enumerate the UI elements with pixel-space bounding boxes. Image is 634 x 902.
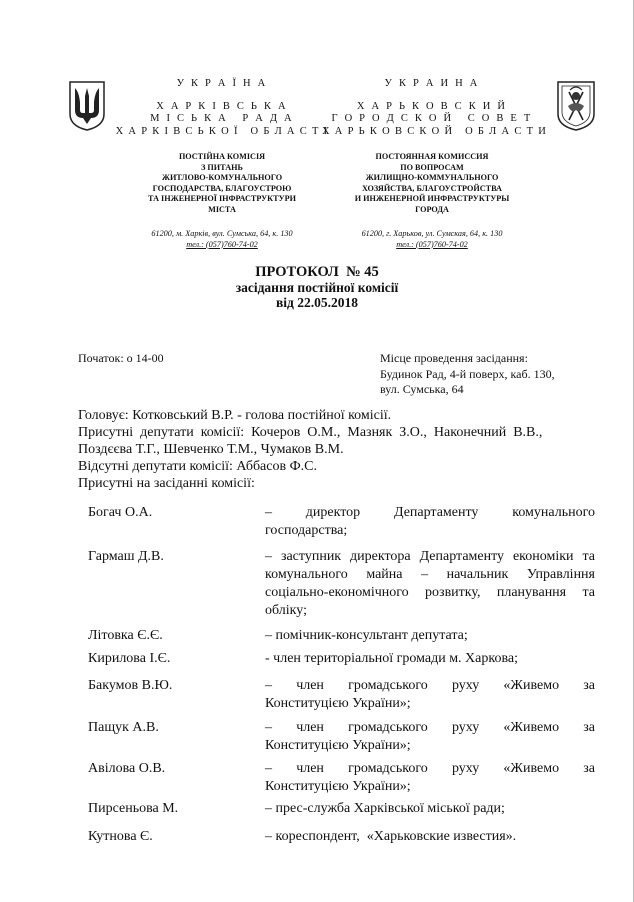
- header-ru-commission-line: И ИНЖЕНЕРНОЙ ИНФРАСТРУКТУРЫ: [354, 194, 510, 203]
- header-ru-council-line3: Х А Р Ь К О В С К О Й О Б Л А С Т И: [322, 125, 548, 137]
- participant-name: Кирилова І.Є.: [88, 651, 171, 666]
- participant-name: Пащук А.В.: [88, 720, 159, 735]
- header-ua-council-line2: М І С Ь К А Р А Д А: [150, 113, 294, 124]
- kharkiv-coat-of-arms-icon: [556, 80, 596, 132]
- participant-role: – член громадського руху «Живемо за Конституцією України»;: [265, 761, 599, 794]
- participant-name: Гармаш Д.В.: [88, 549, 164, 564]
- participant-role: – член громадського руху «Живемо за Конституцією України»;: [265, 678, 599, 711]
- present-members-line2: Поздєєва Т.Г., Шевченко Т.М., Чумаков В.М.: [78, 442, 344, 457]
- attendance: [78, 407, 598, 492]
- participant-role: – прес-служба Харківської міської ради;: [265, 801, 505, 816]
- venue-line: Будинок Рад, 4-й поверх, каб. 130,: [380, 366, 555, 381]
- participant-role: – кореспондент, «Харьковские известия».: [265, 829, 517, 844]
- header-ua-commission-line: З ПИТАНЬ: [201, 162, 243, 172]
- venue-line: вул. Сумська, 64: [380, 382, 464, 396]
- header-ru: [322, 78, 548, 138]
- participant-role: – заступник директора Департаменту економіки та комунального майна – начальник Управління соціально-економічного розвитку, планування та обліку;: [265, 549, 595, 618]
- header-ua-country: У К Р А Ї Н А: [176, 78, 268, 89]
- header-ua-commission-line: МІСТА: [208, 204, 236, 214]
- header-ua-commission-line: ТА ІНЖЕНЕРНОЇ ІНФРАСТРУКТУРИ: [148, 194, 296, 203]
- header-ru-commission-line: ГОРОДА: [415, 204, 449, 214]
- header-ru-address: 61200, г. Харьков, ул. Сумская, 64, к. 130: [361, 229, 503, 238]
- header-ua-council-line1: Х А Р К І В С Ь К А: [156, 100, 288, 112]
- participant-name: Авілова О.В.: [88, 761, 166, 776]
- venue-line: Місце проведення засідання:: [380, 351, 528, 365]
- header-ua-commission-line: ЖИТЛОВО-КОМУНАЛЬНОГО: [161, 173, 283, 182]
- header-ru-commission-line: ПОСТОЯННАЯ КОМИССИЯ: [375, 152, 489, 161]
- header-ru-commission: [322, 152, 542, 215]
- participant-role: – член громадського руху «Живемо за Конституцією України»;: [265, 720, 599, 753]
- participant-role: – директор Департаменту комунального господарства;: [265, 505, 599, 538]
- participant-name: Пирсеньова М.: [88, 801, 179, 816]
- protocol-date: від 22.05.2018: [276, 295, 358, 310]
- ukraine-coat-of-arms-icon: [68, 80, 106, 132]
- participant-role: - член територіальної громади м. Харкова;: [265, 651, 519, 666]
- start-time: Початок: о 14-00: [78, 351, 164, 365]
- protocol-title: [100, 265, 534, 310]
- header-ru-council-line1: Х А Р Ь К О В С К И Й: [356, 100, 508, 112]
- header-ru-phone: тел.: (057)760-74-02: [396, 239, 468, 249]
- chair-line: Головує: Котковський В.Р. - голова постійної комісії.: [78, 408, 392, 423]
- header-ru-commission-line: ХОЗЯЙСТВА, БЛАГОУСТРОЙСТВА: [362, 183, 502, 193]
- header-ru-council-line2: Г О Р О Д С К О Й С О В Е Т: [331, 113, 533, 124]
- header-ua: [112, 78, 332, 138]
- present-members-line1: Присутні депутати комісії: Кочеров О.М., Мазняк З.О., Наконечний В.В.,: [78, 425, 543, 440]
- header-ua-commission-line: ПОСТІЙНА КОМІСІЯ: [178, 152, 266, 161]
- header-ua-council-line3: Х А Р К І В С Ь К О Ї О Б Л А С Т І: [115, 125, 329, 137]
- header-ua-phone: тел.: (057)760-74-02: [186, 239, 258, 249]
- absent-members-line: Відсутні депутати комісії: Аббасов Ф.С.: [78, 459, 317, 474]
- venue: [380, 351, 610, 398]
- header-ua-commission: [112, 152, 332, 215]
- header-ru-commission-line: ПО ВОПРОСАМ: [400, 162, 464, 172]
- protocol-subtitle: засідання постійної комісії: [235, 280, 399, 295]
- header-ua-address: 61200, м. Харків, вул. Сумська, 64, к. 130: [151, 229, 293, 238]
- header-ru-country: У К Р А И Н А: [384, 78, 480, 89]
- header-ua-commission-line: ГОСПОДАРСТВА, БЛАГОУСТРОЮ: [152, 183, 292, 193]
- participant-name: Літовка Є.Є.: [88, 628, 163, 643]
- participant-name: Кутнова Є.: [88, 829, 153, 844]
- present-others-line: Присутні на засіданні комісії:: [78, 476, 255, 491]
- header-ru-commission-line: ЖИЛИЩНО-КОММУНАЛЬНОГО: [365, 173, 499, 182]
- participant-name: Богач О.А.: [88, 505, 153, 520]
- header-ru-contacts: [322, 229, 542, 250]
- protocol-number: ПРОТОКОЛ № 45: [255, 264, 379, 280]
- participant-role: – помічник-консультант депутата;: [265, 628, 468, 643]
- participant-name: Бакумов В.Ю.: [88, 678, 173, 693]
- header-ua-contacts: [112, 229, 332, 250]
